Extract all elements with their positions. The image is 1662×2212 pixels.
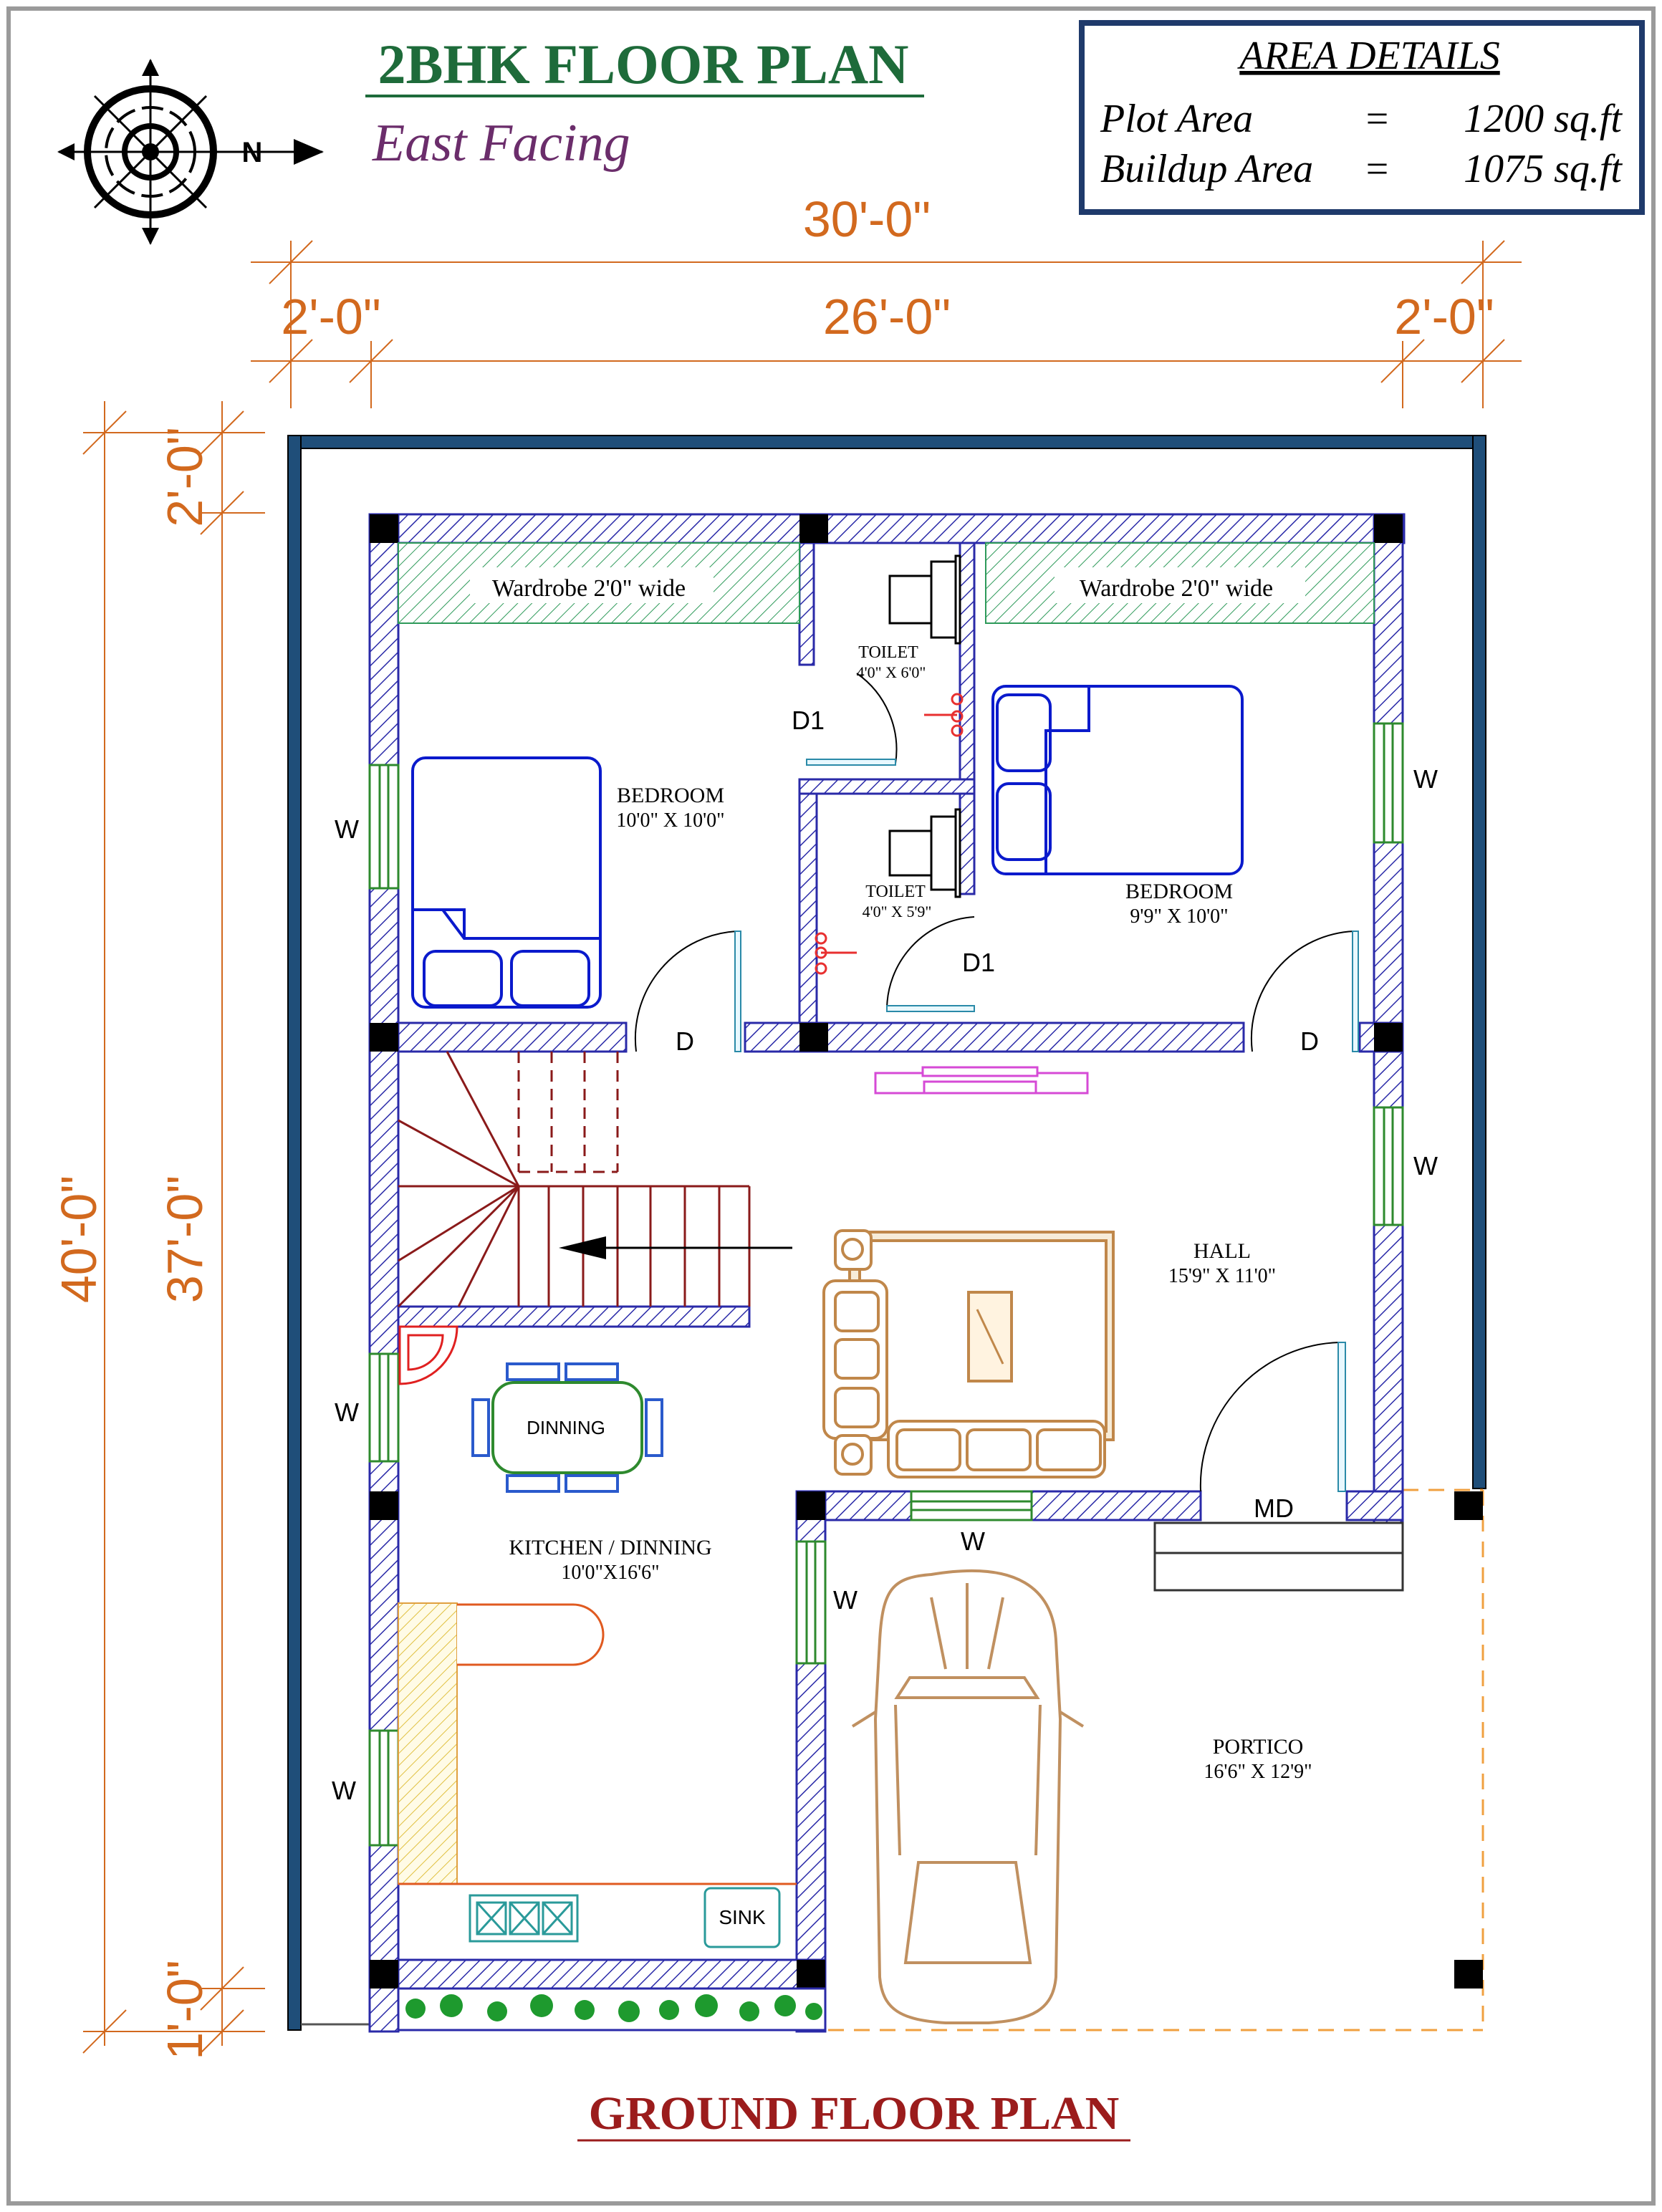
entrance-step: [1155, 1523, 1403, 1590]
plot-area-value: 1200 sq.ft: [1464, 97, 1622, 141]
wardrobe-right-label: Wardrobe 2'0" wide: [1079, 575, 1274, 602]
sink-label: SINK: [719, 1906, 766, 1928]
bedroom1-name: BEDROOM: [616, 784, 725, 807]
dim-bottom-setback: 1'-0": [157, 1960, 213, 2060]
wash-basin-icon: [400, 1327, 457, 1384]
bed-2: [993, 686, 1242, 874]
tv-unit: [875, 1067, 1087, 1093]
car-icon: [852, 1571, 1083, 2023]
bed-1: [413, 758, 600, 1007]
kitchen-counter: [398, 1603, 797, 1884]
sofa-set: [824, 1231, 1113, 1477]
portico-name: PORTICO: [1212, 1735, 1304, 1759]
door-label-bedroom1: D: [676, 1026, 694, 1056]
dim-total-depth: 40'-0": [51, 1175, 107, 1304]
dim-total-width: 30'-0": [802, 191, 931, 247]
toilet-fixtures: [890, 556, 960, 897]
bedroom2-name: BEDROOM: [1125, 880, 1234, 903]
dim-left-setback: 2'-0": [281, 289, 381, 345]
window-label-hall-bottom: W: [961, 1526, 985, 1556]
toilet1-name: TOILET: [858, 643, 918, 662]
window-label-hall: W: [1413, 1151, 1438, 1180]
stove-icon: [470, 1895, 577, 1941]
bedroom2-size: 9'9" X 10'0": [1130, 905, 1229, 928]
footer-title: GROUND FLOOR PLAN: [588, 2087, 1120, 2140]
window-label-dining: W: [335, 1398, 359, 1427]
hall-name: HALL: [1193, 1239, 1251, 1263]
portico-size: 16'6" X 12'9": [1204, 1761, 1312, 1783]
plan-title: 2BHK FLOOR PLAN: [378, 33, 909, 95]
staircase: [398, 1052, 749, 1307]
dim-right-setback: 2'-0": [1394, 289, 1494, 345]
toilet1-size: 4'0" X 6'0": [856, 663, 926, 681]
main-door-label: MD: [1254, 1494, 1294, 1523]
kitchen-name: KITCHEN / DINNING: [509, 1536, 712, 1559]
dim-built-depth: 37'-0": [157, 1175, 213, 1304]
window-label-bedroom1: W: [335, 814, 359, 844]
dim-top-setback: 2'-0": [157, 427, 213, 527]
plan-subtitle: East Facing: [373, 114, 630, 173]
dining-table-label: DINNING: [527, 1417, 605, 1438]
buildup-area-eq: =: [1363, 147, 1390, 191]
door-label-toilet1: D1: [791, 706, 825, 735]
window-label-bedroom2: W: [1413, 764, 1438, 794]
bedroom1-size: 10'0" X 10'0": [616, 809, 725, 832]
window-label-kitchen-right: W: [833, 1585, 858, 1615]
wardrobe-left-label: Wardrobe 2'0" wide: [491, 575, 686, 602]
compass-icon: [57, 59, 324, 245]
buildup-area-label: Buildup Area: [1100, 147, 1314, 191]
area-details-heading: AREA DETAILS: [1239, 34, 1500, 78]
toilet2-size: 4'0" X 5'9": [862, 903, 932, 920]
door-label-toilet2: D1: [961, 948, 996, 977]
door-label-bedroom2: D: [1300, 1026, 1319, 1056]
window-label-kitchen: W: [332, 1776, 356, 1805]
kitchen-size: 10'0"X16'6": [561, 1562, 660, 1584]
compass-north-label: N: [241, 137, 263, 168]
buildup-area-value: 1075 sq.ft: [1464, 147, 1622, 191]
dim-built-width: 26'-0": [822, 289, 951, 345]
stair-arrow-icon: [559, 1236, 792, 1259]
plant-bed: [398, 1989, 825, 2030]
toilet2-name: TOILET: [865, 883, 926, 901]
hall-size: 15'9" X 11'0": [1168, 1265, 1277, 1287]
plot-area-eq: =: [1363, 97, 1390, 141]
plot-area-label: Plot Area: [1100, 97, 1254, 141]
